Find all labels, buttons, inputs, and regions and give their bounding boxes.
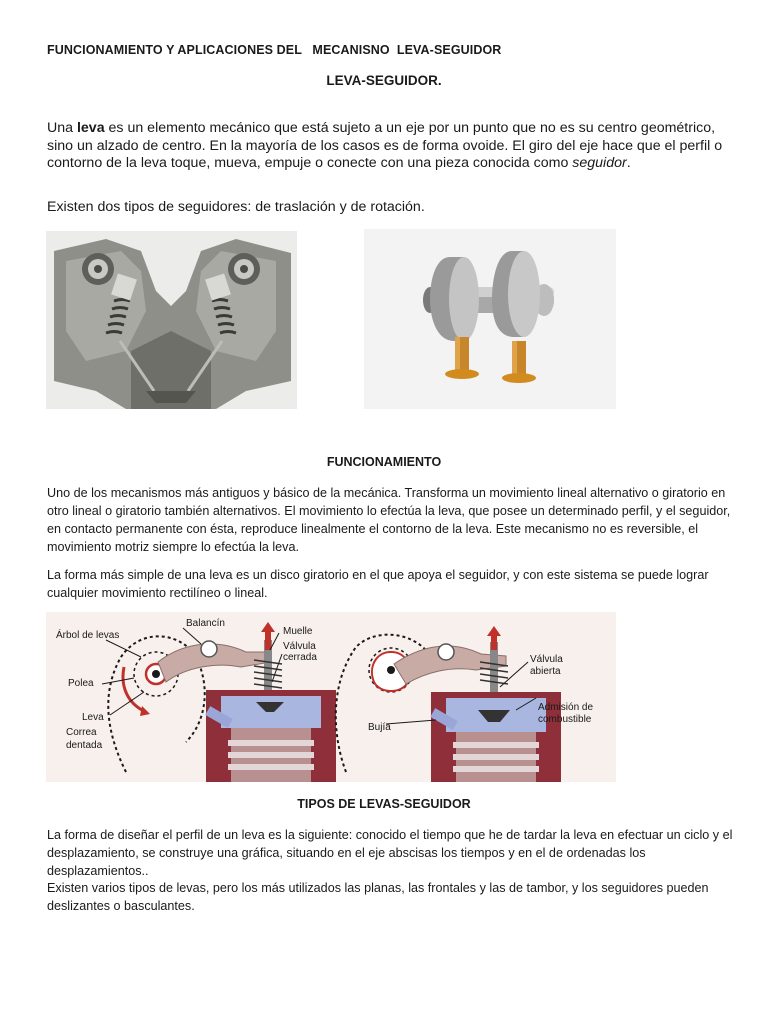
label-admision-1: Admisión de: [538, 702, 594, 713]
label-admision-2: combustible: [538, 714, 592, 725]
label-polea: Polea: [68, 678, 94, 689]
label-correa-1: Correa: [66, 727, 97, 738]
intro-italic-term: seguidor: [572, 155, 627, 171]
camshaft-render: [364, 229, 616, 409]
label-balancin: Balancín: [186, 618, 225, 629]
section-heading-tipos: TIPOS DE LEVAS-SEGUIDOR: [297, 797, 471, 811]
intro-text-b: es un elemento mecánico que está sujeto a un eje por un punto que no es su centro geométrico, sino un alzado de centro. En la mayoría de los casos es de forma ovoide. El giro del eje hace que el perfil o contorno de la leva toque, mueva, empuje o conecte con una pieza conocida como: [47, 120, 723, 171]
followers-paragraph: Existen dos tipos de seguidores: de traslación y de rotación.: [47, 199, 425, 215]
tipos-paragraph-2: Existen varios tipos de levas, pero los más utilizados las planas, las frontales y las de tambor, y los seguidores pueden deslizantes o basculantes.: [47, 881, 709, 913]
engine-head-photo: [46, 231, 297, 409]
intro-paragraph: [47, 120, 737, 173]
intro-text-end: .: [626, 155, 631, 171]
funcionamiento-paragraph-2: La forma más simple de una leva es un disco giratorio en el que apoya el seguidor, y con este sistema se puede lograr cualquier movimiento rectilíneo o lineal.: [47, 568, 709, 600]
label-arbol-de-levas: Árbol de levas: [56, 630, 120, 641]
label-valvula-cerrada-1: Válvula: [283, 641, 316, 652]
label-correa-2: dentada: [66, 740, 103, 751]
label-valvula-cerrada-2: cerrada: [283, 652, 317, 663]
label-valvula-abierta-1: Válvula: [530, 654, 563, 665]
tipos-paragraph-1: La forma de diseñar el perfil de un leva es la siguiente: conocido el tiempo que he de tardar la leva en efectuar un ciclo y el desplazamiento, se construye una gráfica, situando en el eje abscisas los tiempos y en el de ordenadas los desplazamientos..: [47, 828, 733, 878]
label-muelle: Muelle: [283, 626, 313, 637]
intro-text-a: Una: [47, 120, 77, 136]
page-title: LEVA-SEGUIDOR.: [326, 73, 442, 88]
valve-mechanism-diagram: [46, 612, 616, 782]
section-heading-funcionamiento: FUNCIONAMIENTO: [326, 455, 442, 469]
intro-bold-term: leva: [76, 120, 105, 136]
label-leva: Leva: [82, 712, 104, 723]
label-valvula-abierta-2: abierta: [530, 666, 561, 677]
label-bujia: Bujía: [368, 722, 391, 733]
funcionamiento-paragraph-1: Uno de los mecanismos más antiguos y básico de la mecánica. Transforma un movimiento lineal alternativo o giratorio en otro lineal o giratorio también alternativos. El movimiento lo efectúa la leva, que posee un determinado perfil, y el seguidor, en contacto permanente con ésta, reproduce linealmente el contorno de la leva. Este mecanismo no es reversible, el movimiento motriz siempre lo efectúa la leva.: [47, 486, 731, 554]
document-header: FUNCIONAMIENTO Y APLICACIONES DEL MECANISNO LEVA-SEGUIDOR: [47, 43, 502, 57]
